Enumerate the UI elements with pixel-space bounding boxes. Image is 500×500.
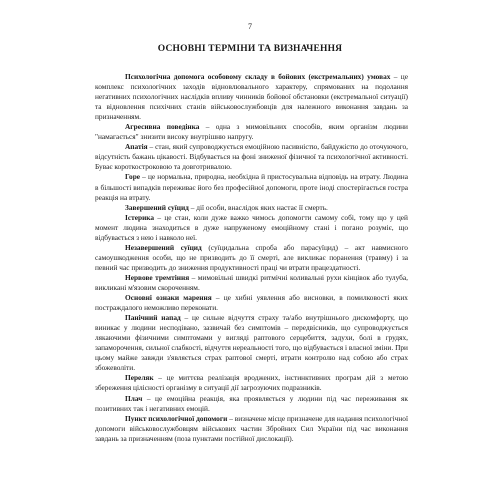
definition-text: – одна з мимовільних способів, яким організм людини "намагається" знизити високу внутрішню напругу. [95, 122, 408, 142]
definition-term: Нервове тремтіння [125, 272, 190, 282]
definition-paragraph [95, 142, 408, 172]
definition-term: Переляк [125, 373, 154, 383]
page-title: ОСНОВНІ ТЕРМІНИ ТА ВИЗНАЧЕННЯ [157, 44, 343, 54]
definition-text: – це хибні уявлення або висновки, в помилковості яких постраждалого неможливо переконати. [95, 293, 408, 313]
definition-term: Апатія [125, 142, 148, 152]
definition-paragraph [95, 273, 408, 293]
definition-term: Основні ознаки марення [125, 293, 212, 303]
definition-paragraph [95, 313, 408, 373]
definition-term: Пункт психологічної допомоги [125, 413, 228, 423]
definitions-body [95, 72, 408, 444]
definition-term: Плач [125, 393, 143, 403]
definition-paragraph [95, 293, 408, 313]
definition-term: Психологічна допомога особовому складу в бойових (екстремальних) умовах [125, 72, 391, 81]
definition-text: – це комплекс психологічних заходів відновлювального характеру, спрямованих на подолання негативних психологічних наслідків впливу чинників бойової обстановки (екстремальної ситуації) та відновлення психічних станів військовослужбовців для належного виконання завдань за призначенням. [95, 72, 408, 122]
definition-text: – це миттєва реалізація вроджених, інстинктивних програм дій з метою збереження цілісності організму в ситуації дії загрозуючих подразників. [95, 373, 408, 393]
definition-text: – визначене місце призначене для надання психологічної допомоги військовослужбовцям військових частин Збройних Сил України під час виконання завдань за призначенням (поза пунктами постійної дислокації). [95, 413, 408, 443]
definition-paragraph [95, 394, 408, 414]
definition-text: (суїцидальна спроба або парасуїцид) – акт навмисного самоушкодження особи, що не призводить до її смерті, але викликає поранення (травму) і за певний час призводить до зниження продуктивності праці чи втрати працездатності. [95, 242, 408, 272]
definition-paragraph [95, 414, 408, 444]
definition-paragraph [95, 213, 408, 243]
definition-term: Агресивна поведінка [125, 122, 200, 132]
page-number: 7 [248, 22, 252, 31]
definition-text: – це емоційна реакція, яка проявляється у людини під час переживання як позитивних так і негативних емоцій. [95, 393, 408, 413]
definition-text: – це сильне відчуття страху та/або внутрішнього дискомфорту, що виникає у людини несподівано, зазвичай без симптомів – передвісників, що супроводжується лякаючими фізичними симптомами у вигляді раптового серцебиття, задухи, болі в грудях, запаморочення, сильної слабкості, відчуття нереальності того, що відбувається і власної зміни. При цьому майже завжди з'являється страх раптової смерті, втрати контролю над собою або страх збожеволіти. [95, 313, 408, 373]
definition-paragraph [95, 373, 408, 393]
definition-text: – дії особи, внаслідок яких настає її смерть. [188, 202, 328, 212]
definition-paragraph [95, 172, 408, 202]
definition-text: – стан, який супроводжується емоційною пасивністю, байдужістю до оточуючого, відсутність бажань цікавості. Відбувається на фоні зниженої фізичної та психологічної активності. Буває короткостроковою та довготривалою. [95, 142, 408, 172]
definition-paragraph [95, 122, 408, 142]
definition-term: Горе [125, 172, 141, 182]
definition-term: Завершений суїцид [125, 202, 189, 212]
definition-paragraph [95, 243, 408, 273]
definition-text: – це стан, коли дуже важко чимось допомогти самому собі, тому що у цей момент людина знаходиться в дуже напруженому емоційному стані і погано розуміє, що відбувається з нею і навколо неї. [95, 212, 408, 242]
definition-term: Панічний напад [125, 313, 181, 323]
definition-term: Незавершений суїцид [125, 242, 202, 252]
definition-paragraph [95, 203, 408, 213]
definition-text: – це нормальна, природна, необхідна й пристосувальна відповідь на втрату. Людина в більшості випадків переживає його без професійної допомоги, проте іноді спостерігається гостра реакція на втрату. [95, 172, 408, 202]
definition-text: – мимовільні швидкі ритмічні коливальні рухи кінцівок або тулуба, викликані м'язовим скороченням. [95, 272, 408, 292]
definition-term: Істерика [125, 212, 155, 222]
definition-paragraph [95, 72, 408, 122]
